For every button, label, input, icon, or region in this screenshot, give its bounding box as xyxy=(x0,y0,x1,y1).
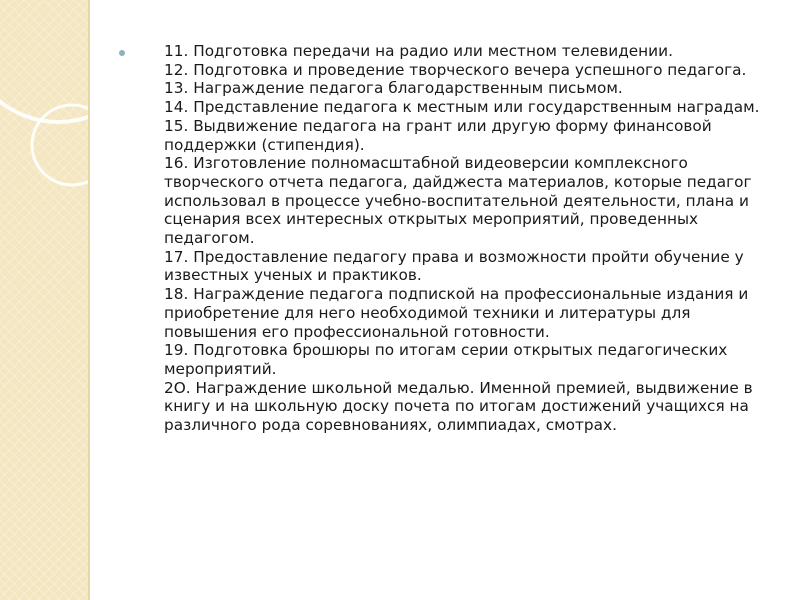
decorative-side-panel xyxy=(0,0,88,600)
content-area xyxy=(138,42,778,435)
decorative-ring-small xyxy=(32,105,88,185)
decorative-rings xyxy=(0,0,88,600)
bullet-icon xyxy=(119,50,125,56)
panel-divider xyxy=(88,0,90,600)
slide-body-text: 11. Подготовка передачи на радио или местном телевидении. 12. Подготовка и проведение творческого вечера успешного педагога. 13. Награждение педагога благодарственным письмом. 14. Представление педагога к местным или государственным наградам. 15. Выдвижение педагога на грант или другую форму финансовой поддержки (стипендия). 16. Изготовление полномасштабной видеоверсии комплексного творческого отчета педагога, дайджеста материалов, которые педагог использовал в процессе учебно-воспитательной деятельности, плана и сценария всех интересных открытых мероприятий, проведенных педагогом. 17. Предоставление педагогу права и возможности пройти обучение у известных ученых и практиков. 18. Награждение педагога подпиской на профессиональные издания и приобретение для него необходимой техники и литературы для повышения его профессиональной готовности. 19. Подготовка брошюры по итогам серии открытых педагогических мероприятий. 2О. Награждение школьной медалью. Именной премией, выдвижение в книгу и на школьную доску почета по итогам достижений учащихся на различного рода соревнованиях, олимпиадах, смотрах. xyxy=(164,42,760,435)
